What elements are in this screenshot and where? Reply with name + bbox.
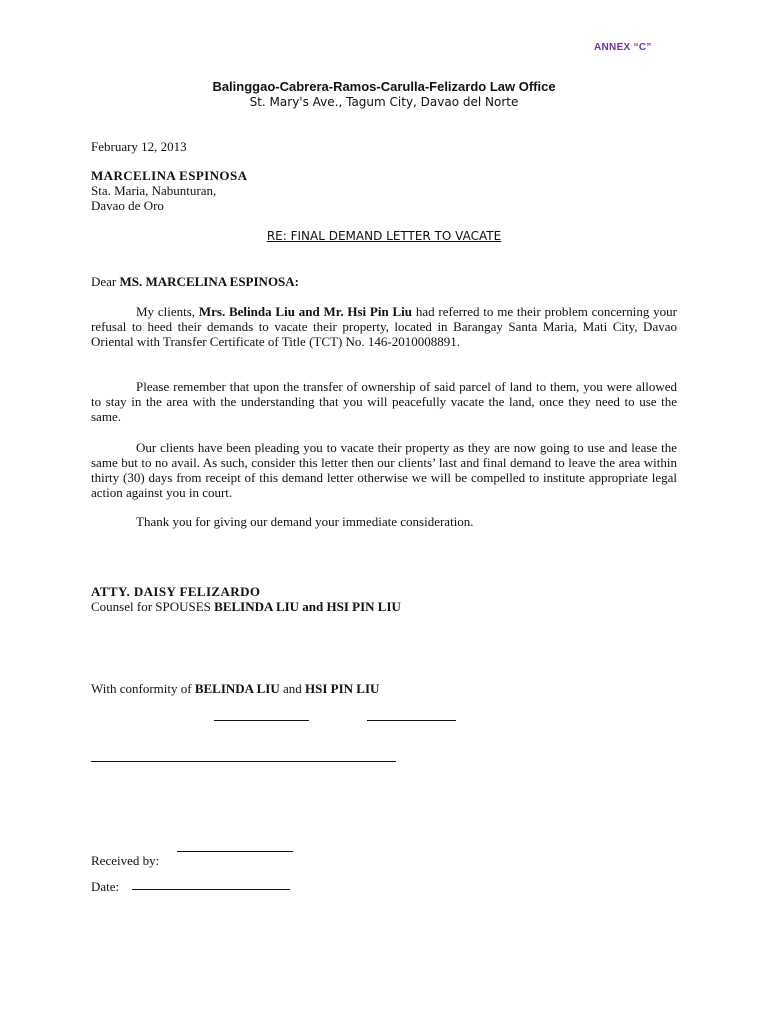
p1-rest: had referred to me their problem concerning your refusal to heed their demands to vacate their property, located in Barangay Santa Maria, Mati City, Davao Oriental with Transfer Certificate of Title (TCT) No. 146-2010008891.: [91, 304, 677, 349]
salutation-prefix: Dear: [91, 274, 120, 289]
annex-label: ANNEX “C”: [594, 42, 652, 53]
conformity-name-1: BELINDA LIU: [194, 681, 280, 696]
conformity-line: [91, 681, 379, 696]
recipient-block: [91, 168, 247, 213]
conformity-and: and: [279, 681, 305, 696]
signatory-name: ATTY. DAISY FELIZARDO: [91, 584, 261, 599]
signature-block: [91, 584, 401, 614]
body-paragraph-2: Please remember that upon the transfer of ownership of said parcel of land to them, you were allowed to stay in the area with the understanding that you will peacefully vacate the land, once they need to use the same.: [91, 379, 677, 424]
received-by-label: Received by:: [91, 853, 160, 868]
conformity-name-2: HSI PIN LIU: [305, 681, 380, 696]
salutation: [91, 274, 299, 289]
subject-line: [0, 228, 768, 244]
date-line: [132, 889, 290, 890]
p1-start: My clients,: [136, 304, 199, 319]
signatory-title-prefix: Counsel for SPOUSES: [91, 599, 215, 614]
signature-line-hsi-pin: [367, 720, 456, 721]
subject-text: RE: FINAL DEMAND LETTER TO VACATE: [266, 229, 502, 243]
signatory-title-names: BELINDA LIU and HSI PIN LIU: [214, 599, 401, 614]
received-by-line: [177, 851, 293, 852]
body-paragraph-3: Our clients have been pleading you to vacate their property as they are now going to use and lease the same but to no avail. As such, consider this letter then our clients’ last and final demand to leave the area within thirty (30) days from receipt of this demand letter otherwise we will be compelled to institute appropriate legal action against you in court.: [91, 440, 677, 500]
signature-line-long: [91, 761, 396, 762]
letter-date: February 12, 2013: [91, 139, 187, 154]
law-office-name: Balinggao-Cabrera-Ramos-Carulla-Felizardo Law Office: [212, 79, 556, 94]
date-label: Date:: [91, 879, 120, 894]
signatory-title: [91, 599, 401, 614]
conformity-prefix: With conformity of: [91, 681, 195, 696]
body-paragraph-1: [91, 304, 677, 349]
body-paragraph-4: Thank you for giving our demand your immediate consideration.: [136, 514, 474, 529]
p1-client-names: Mrs. Belinda Liu and Mr. Hsi Pin Liu: [198, 304, 413, 319]
recipient-address-line2: Davao de Oro: [91, 198, 164, 213]
signature-line-belinda: [214, 720, 309, 721]
salutation-name: MS. MARCELINA ESPINOSA:: [119, 274, 300, 289]
law-office-address: St. Mary's Ave., Tagum City, Davao del Norte: [249, 95, 519, 109]
recipient-name: MARCELINA ESPINOSA: [91, 168, 248, 183]
recipient-address-line1: Sta. Maria, Nabunturan,: [91, 183, 217, 198]
